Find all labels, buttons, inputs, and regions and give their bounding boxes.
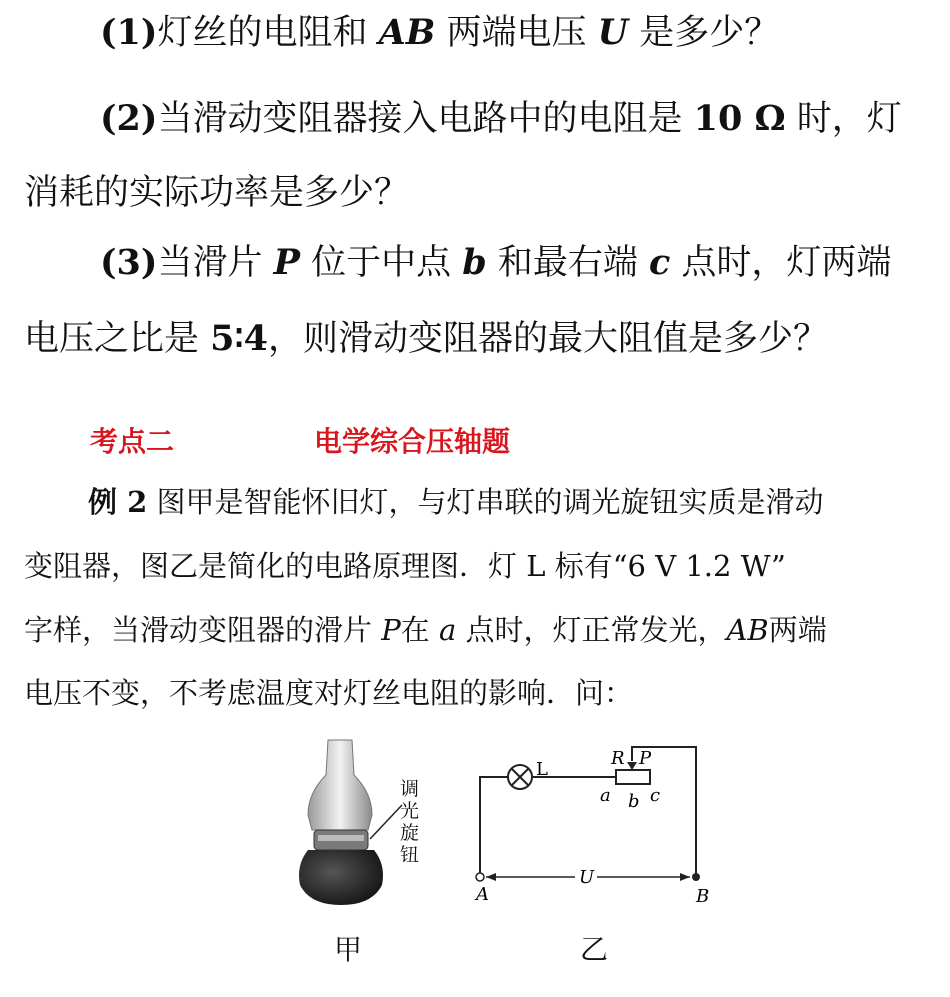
variable-a: a <box>438 613 457 647</box>
question-text: 点时，灯两端 <box>670 243 892 283</box>
knob-char: 钮 <box>400 844 420 866</box>
circuit-diagram <box>460 735 740 915</box>
resistance-value: 10 Ω <box>693 98 786 139</box>
section-title: 电学综合压轴题 <box>314 425 511 458</box>
label-b: b <box>628 791 640 812</box>
question-text: 灯丝的电阻和 <box>157 13 379 53</box>
label-c: c <box>650 785 661 806</box>
question-2-cont: 消耗的实际功率是多少？ <box>24 173 410 213</box>
variable-ab: AB <box>378 12 436 53</box>
example-text: 两端 <box>768 613 827 647</box>
terminal-b <box>692 873 700 881</box>
figure-label-yi: 乙 <box>580 933 609 966</box>
example-text: 在 <box>400 613 439 647</box>
knob-char: 旋 <box>400 822 420 844</box>
knob-pointer <box>370 805 402 839</box>
example-text: 点时，灯正常发光， <box>456 613 727 647</box>
question-text: 当滑片 <box>157 243 274 283</box>
wire-left <box>480 777 508 877</box>
question-text: 当滑动变阻器接入电路中的电阻是 <box>157 99 694 139</box>
lamp-illustration <box>290 735 450 915</box>
example-text: 字样，当滑动变阻器的滑片 <box>24 613 382 647</box>
question-text: 是多少？ <box>628 13 780 53</box>
label-b-terminal: B <box>696 886 710 907</box>
knob-char: 调 <box>400 778 420 800</box>
label-l: L <box>536 759 548 780</box>
knob-char: 光 <box>400 800 420 822</box>
example-label: 例 2 <box>88 485 148 519</box>
variable-u: U <box>597 12 629 53</box>
rheostat <box>616 770 650 784</box>
question-text: 位于中点 <box>299 243 463 283</box>
variable-p: P <box>273 242 300 283</box>
example-line-1 <box>88 482 824 522</box>
label-p: P <box>639 748 652 769</box>
question-2 <box>100 96 902 142</box>
example-line-2: 变阻器，图乙是简化的电路原理图．灯 L 标有“6 V 1.2 W” <box>24 549 786 583</box>
slider-arrow <box>627 762 637 770</box>
variable-c: c <box>648 242 671 283</box>
example-text: 图甲是智能怀旧灯，与灯串联的调光旋钮实质是滑动 <box>147 485 824 519</box>
label-a: a <box>600 785 611 806</box>
variable-ab: AB <box>726 613 769 647</box>
example-line-3 <box>24 610 827 650</box>
question-3-cont <box>24 316 828 362</box>
question-number: (3) <box>100 242 158 283</box>
variable-b: b <box>462 242 487 283</box>
label-u: U <box>579 867 595 888</box>
voltage-ratio: 5∶4 <box>210 318 268 359</box>
label-r: R <box>611 748 625 769</box>
question-text: 时，灯 <box>785 99 902 139</box>
variable-p: P <box>381 613 401 647</box>
figure-label-jia: 甲 <box>334 933 363 966</box>
section-label: 考点二 <box>90 425 175 458</box>
question-text: ，则滑动变阻器的最大阻值是多少？ <box>267 319 828 359</box>
question-text: 两端电压 <box>435 13 598 53</box>
question-text: 和最右端 <box>486 243 649 283</box>
question-number: (1) <box>100 12 158 53</box>
question-3 <box>100 240 891 286</box>
knob-label <box>400 778 420 866</box>
question-text: 电压之比是 <box>24 319 211 359</box>
example-line-4: 电压不变，不考虑温度对灯丝电阻的影响．问： <box>24 676 634 710</box>
terminal-a <box>476 873 484 881</box>
question-number: (2) <box>100 98 158 139</box>
label-a-terminal: A <box>476 884 489 905</box>
lamp-base <box>299 850 383 905</box>
question-1 <box>100 10 779 56</box>
lamp-chimney <box>308 740 372 830</box>
